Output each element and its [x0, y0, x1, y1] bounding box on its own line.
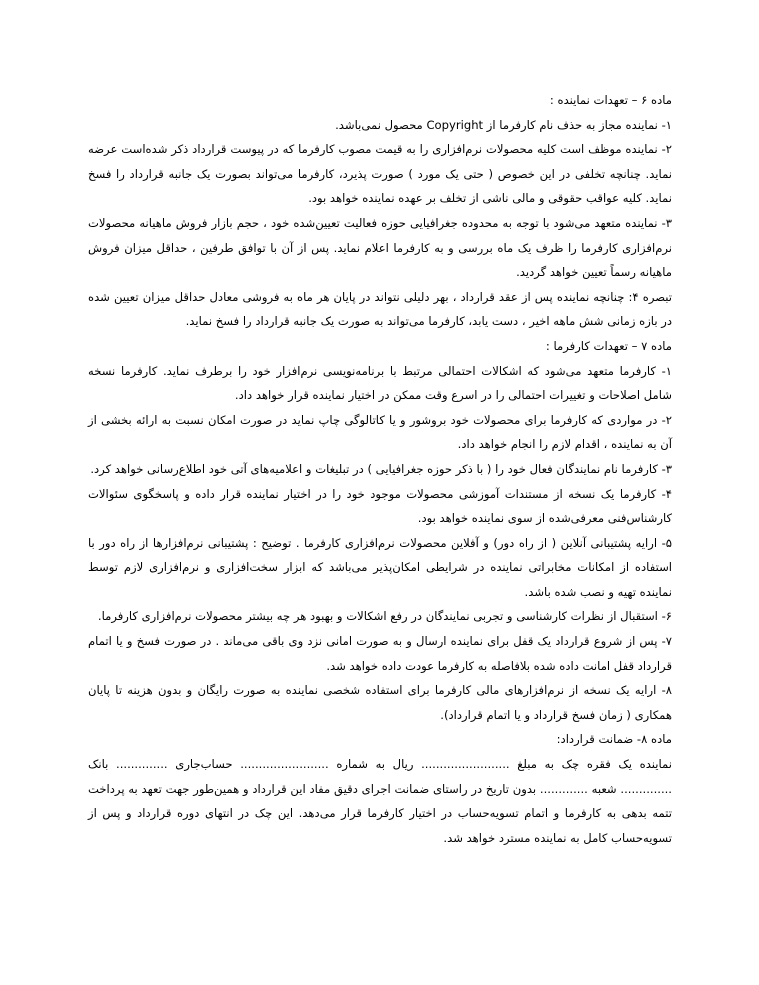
- article-7-clause-4: ۴- کارفرما یک نسخه از مستندات آموزشی محصولات موجود خود را در اختیار نماینده قرار داده و پاسخگوی سئوالات کارشناس‌فنی معرفی‌شده از سوی نماینده خواهد بود.: [88, 486, 672, 526]
- article-6-clause-2: ۲- نماینده موظف است کلیه محصولات نرم‌افزاری را به قیمت مصوب کارفرما که در پیوست قرارداد ذکر شده‌است عرضه نماید. چنانچه تخلفی در این خصوص ( حتی یک مورد ) صورت پذیرد، کارفرما می‌تواند بصورت یک جانبه قرارداد را فسخ نماید. کلیه عواقب حقوقی و مالی ناشی از تخلف بر عهده نماینده خواهد بود.: [88, 142, 672, 206]
- article-8-heading: ماده ۸- ضمانت قرارداد:: [556, 732, 672, 747]
- article-7-clause-8: ۸- ارایه یک نسخه از نرم‌افزارهای مالی کارفرما برای استفاده شخصی نماینده به صورت رایگان و بدون هزینه تا پایان همکاری ( زمان فسخ قرارداد و یا اتمام قرارداد).: [88, 683, 672, 722]
- article-6-clause-1: ۱- نماینده مجاز به حذف نام کارفرما از Copyright محصول نمی‌باشد.: [335, 117, 672, 132]
- article-7-clause-3: ۳- کارفرما نام نمایندگان فعال خود را ( با ذکر حوزه جغرافیایی ) در تبلیغات و اعلامیه‌های آتی خود اطلاع‌رسانی خواهد کرد.: [90, 461, 672, 476]
- article-7-clause-6: ۶- استقبال از نظرات کارشناسی و تجربی نمایندگان در رفع اشکالات و بهبود هر چه بیشتر محصولات نرم‌افزاری کارفرما.: [97, 609, 672, 624]
- article-7-heading: ماده ۷ – تعهدات کارفرما :: [545, 338, 672, 353]
- article-8-guarantee-text: نماینده یک فقره چک به مبلغ ........................ ریال به شماره ........................ حساب‌جاری .............. بانک .............. شعبه ............. بدون تاریخ در راستای ضمانت اجرای دقیق مفاد این قرارداد و همین‌طور جهت تعهد به پرداخت تتمه بدهی به کارفرما و اتمام تسویه‌حساب در اختیار کارفرما قرار می‌دهد. این چک در انتهای دوره قرارداد و پس از تسویه‌حساب کامل به نماینده مسترد خواهد شد.: [88, 757, 672, 845]
- contract-page: [88, 88, 672, 850]
- article-6-note-4: تبصره ۴: چنانچه نماینده پس از عقد قرارداد ، بهر دلیلی نتواند در پایان هر ماه به فروشی معادل حداقل میزان تعیین شده در بازه زمانی شش ماهه اخیر ، دست یابد، کارفرما می‌تواند به صورت یک جانبه قرارداد را فسخ نماید.: [88, 289, 672, 329]
- article-6-clause-3: ۳- نماینده متعهد می‌شود با توجه به محدوده جغرافیایی حوزه فعالیت تعیین‌شده خود ، حجم بازار فروش ماهیانه محصولات نرم‌افزاری کارفرما را ظرف یک ماه بررسی و به کارفرما اعلام نماید. پس از آن با توافق طرفین ، حداقل میزان فروش ماهیانه رسماً تعیین خواهد گردید.: [88, 215, 672, 280]
- article-7-clause-5: ۵- ارایه پشتیبانی آنلاین ( از راه دور) و آفلاین محصولات نرم‌افزاری کارفرما . توضیح : پشتیبانی نرم‌افزارها از راه دور با استفاده از امکانات مخابراتی نماینده در شرایطی امکان‌پذیر می‌باشد که ابزار سخت‌افزاری و نرم‌افزاری لازم توسط نماینده تهیه و نصب شده باشد.: [88, 535, 672, 599]
- article-7-clause-7: ۷- پس از شروع قرارداد یک قفل برای نماینده ارسال و به صورت امانی نزد وی باقی می‌ماند . در صورت فسخ و یا اتمام قرارداد قفل امانت داده شده بلافاصله به کارفرما عودت داده خواهد شد.: [88, 634, 672, 673]
- article-6-heading: ماده ۶ – تعهدات نماینده :: [549, 93, 672, 107]
- article-7-clause-2: ۲- در مواردی که کارفرما برای محصولات خود بروشور و یا کاتالوگی چاپ نماید در صورت امکان نسبت به ارائه بخشی از آن به نماینده ، اقدام لازم را انجام خواهد داد.: [88, 412, 672, 452]
- article-7-clause-1: ۱- کارفرما متعهد می‌شود که اشکالات احتمالی مرتبط با برنامه‌نویسی نرم‌افزار خود را برطرف نماید. کارفرما نسخه شامل اصلاحات و تغییرات احتمالی را در اسرع وقت ممکن در اختیار نماینده قرار خواهد داد.: [88, 363, 672, 403]
